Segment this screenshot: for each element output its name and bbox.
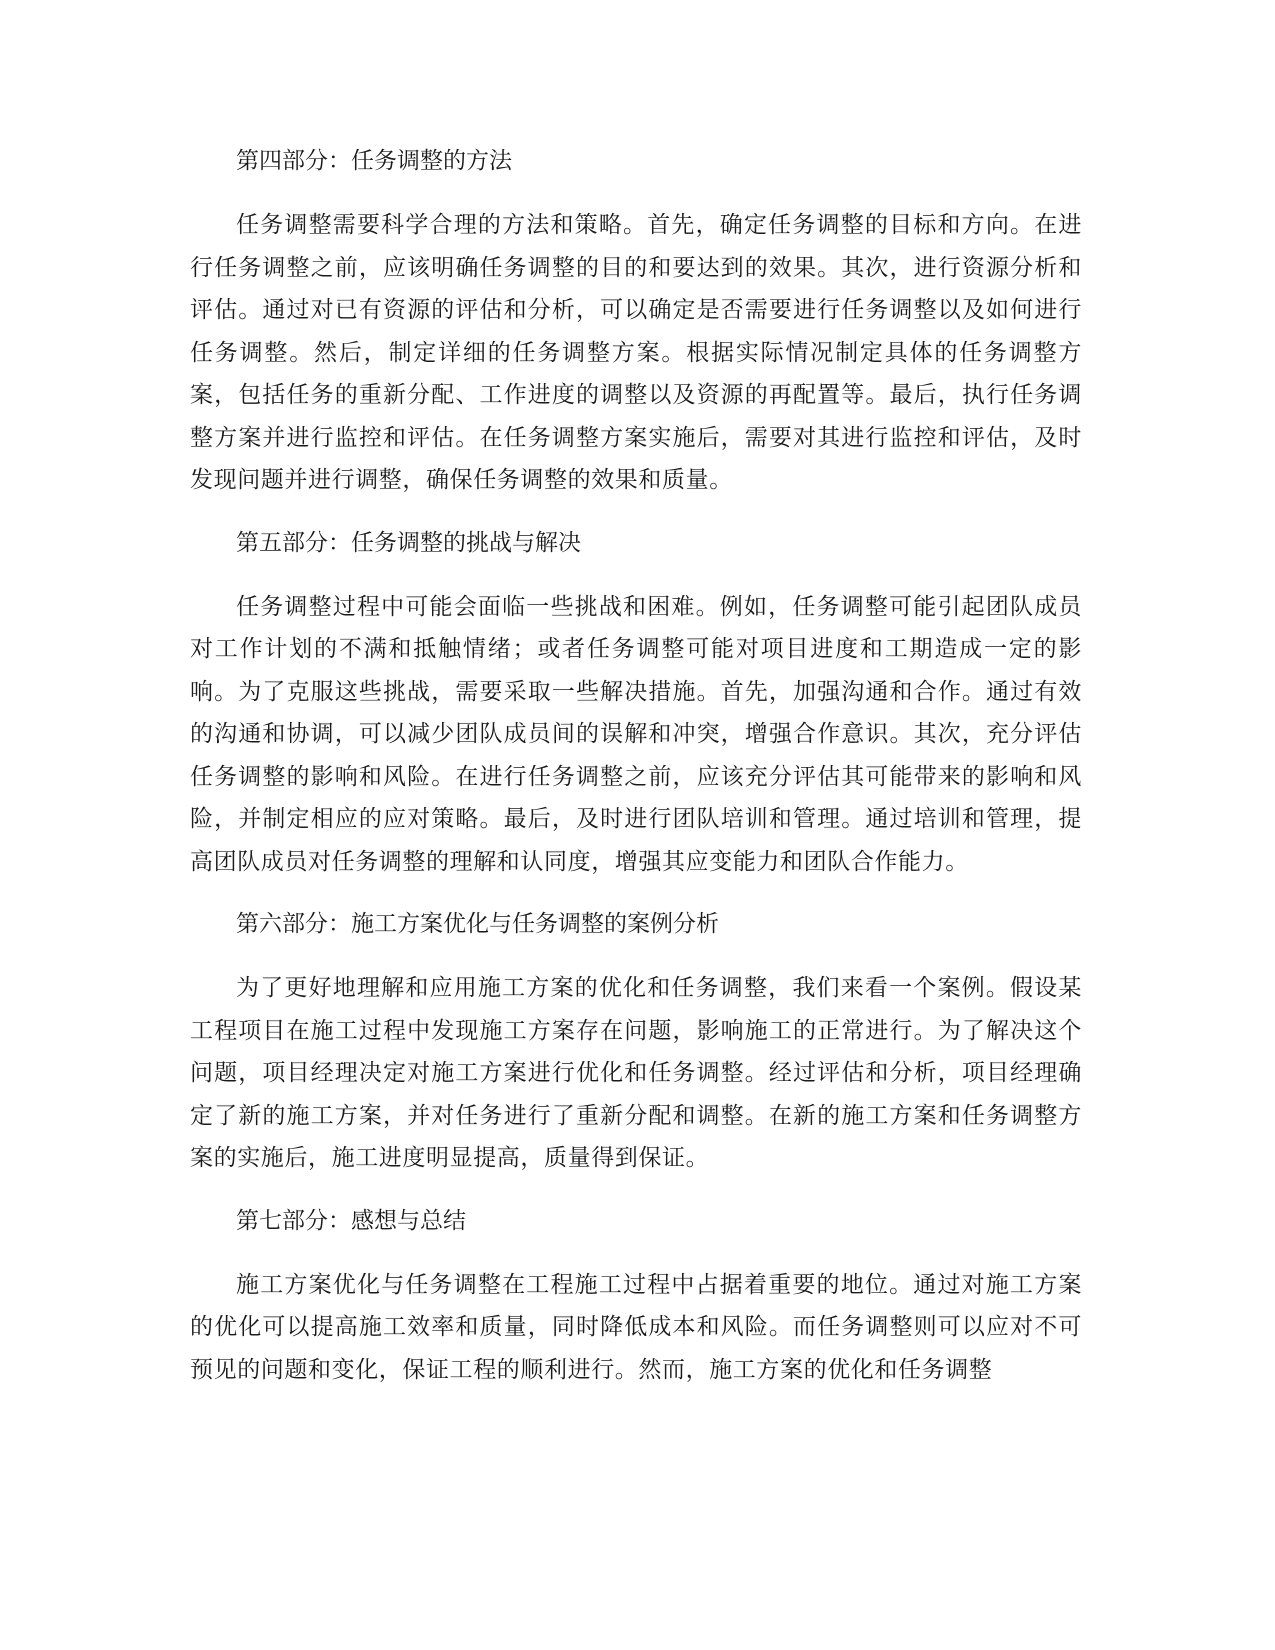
section-body-6: 为了更好地理解和应用施工方案的优化和任务调整，我们来看一个案例。假设某工程项目在施工过程中发现施工方案存在问题，影响施工的正常进行。为了解决这个问题，项目经理决定对施工方案进行优化和任务调整。经过评估和分析，项目经理确定了新的施工方案，并对任务进行了重新分配和调整。在新的施工方案和任务调整方案的实施后，施工进度明显提高，质量得到保证。 xyxy=(190,975,1082,1171)
section-heading-7: 第七部分：感想与总结 xyxy=(236,1207,466,1234)
section-heading-6: 第六部分：施工方案优化与任务调整的案例分析 xyxy=(236,911,719,937)
section-heading-4: 第四部分：任务调整的方法 xyxy=(236,148,512,174)
section-body-5: 任务调整过程中可能会面临一些挑战和困难。例如，任务调整可能引起团队成员对工作计划的不满和抵触情绪；或者任务调整可能对项目进度和工期造成一定的影响。为了克服这些挑战，需要采取一些解决措施。首先，加强沟通和合作。通过有效的沟通和协调，可以减少团队成员间的误解和冲突，增强合作意识。其次，充分评估任务调整的影响和风险。在进行任务调整之前，应该充分评估其可能带来的影响和风险，并制定相应的应对策略。最后，及时进行团队培训和管理。通过培训和管理，提高团队成员对任务调整的理解和认同度，增强其应变能力和团队合作能力。 xyxy=(190,593,1082,875)
section-body-7: 施工方案优化与任务调整在工程施工过程中占据着重要的地位。通过对施工方案的优化可以提高施工效率和质量，同时降低成本和风险。而任务调整则可以应对不可预见的问题和变化，保证工程的顺利进行。然而，施工方案的优化和任务调整 xyxy=(190,1271,1082,1383)
section-body-4: 任务调整需要科学合理的方法和策略。首先，确定任务调整的目标和方向。在进行任务调整之前，应该明确任务调整的目的和要达到的效果。其次，进行资源分析和评估。通过对已有资源的评估和分析，可以确定是否需要进行任务调整以及如何进行任务调整。然后，制定详细的任务调整方案。根据实际情况制定具体的任务调整方案，包括任务的重新分配、工作进度的调整以及资源的再配置等。最后，执行任务调整方案并进行监控和评估。在任务调整方案实施后，需要对其进行监控和评估，及时发现问题并进行调整，确保任务调整的效果和质量。 xyxy=(190,212,1082,493)
section-heading-5: 第五部分：任务调整的挑战与解决 xyxy=(236,529,581,556)
document-body xyxy=(190,140,1082,1411)
